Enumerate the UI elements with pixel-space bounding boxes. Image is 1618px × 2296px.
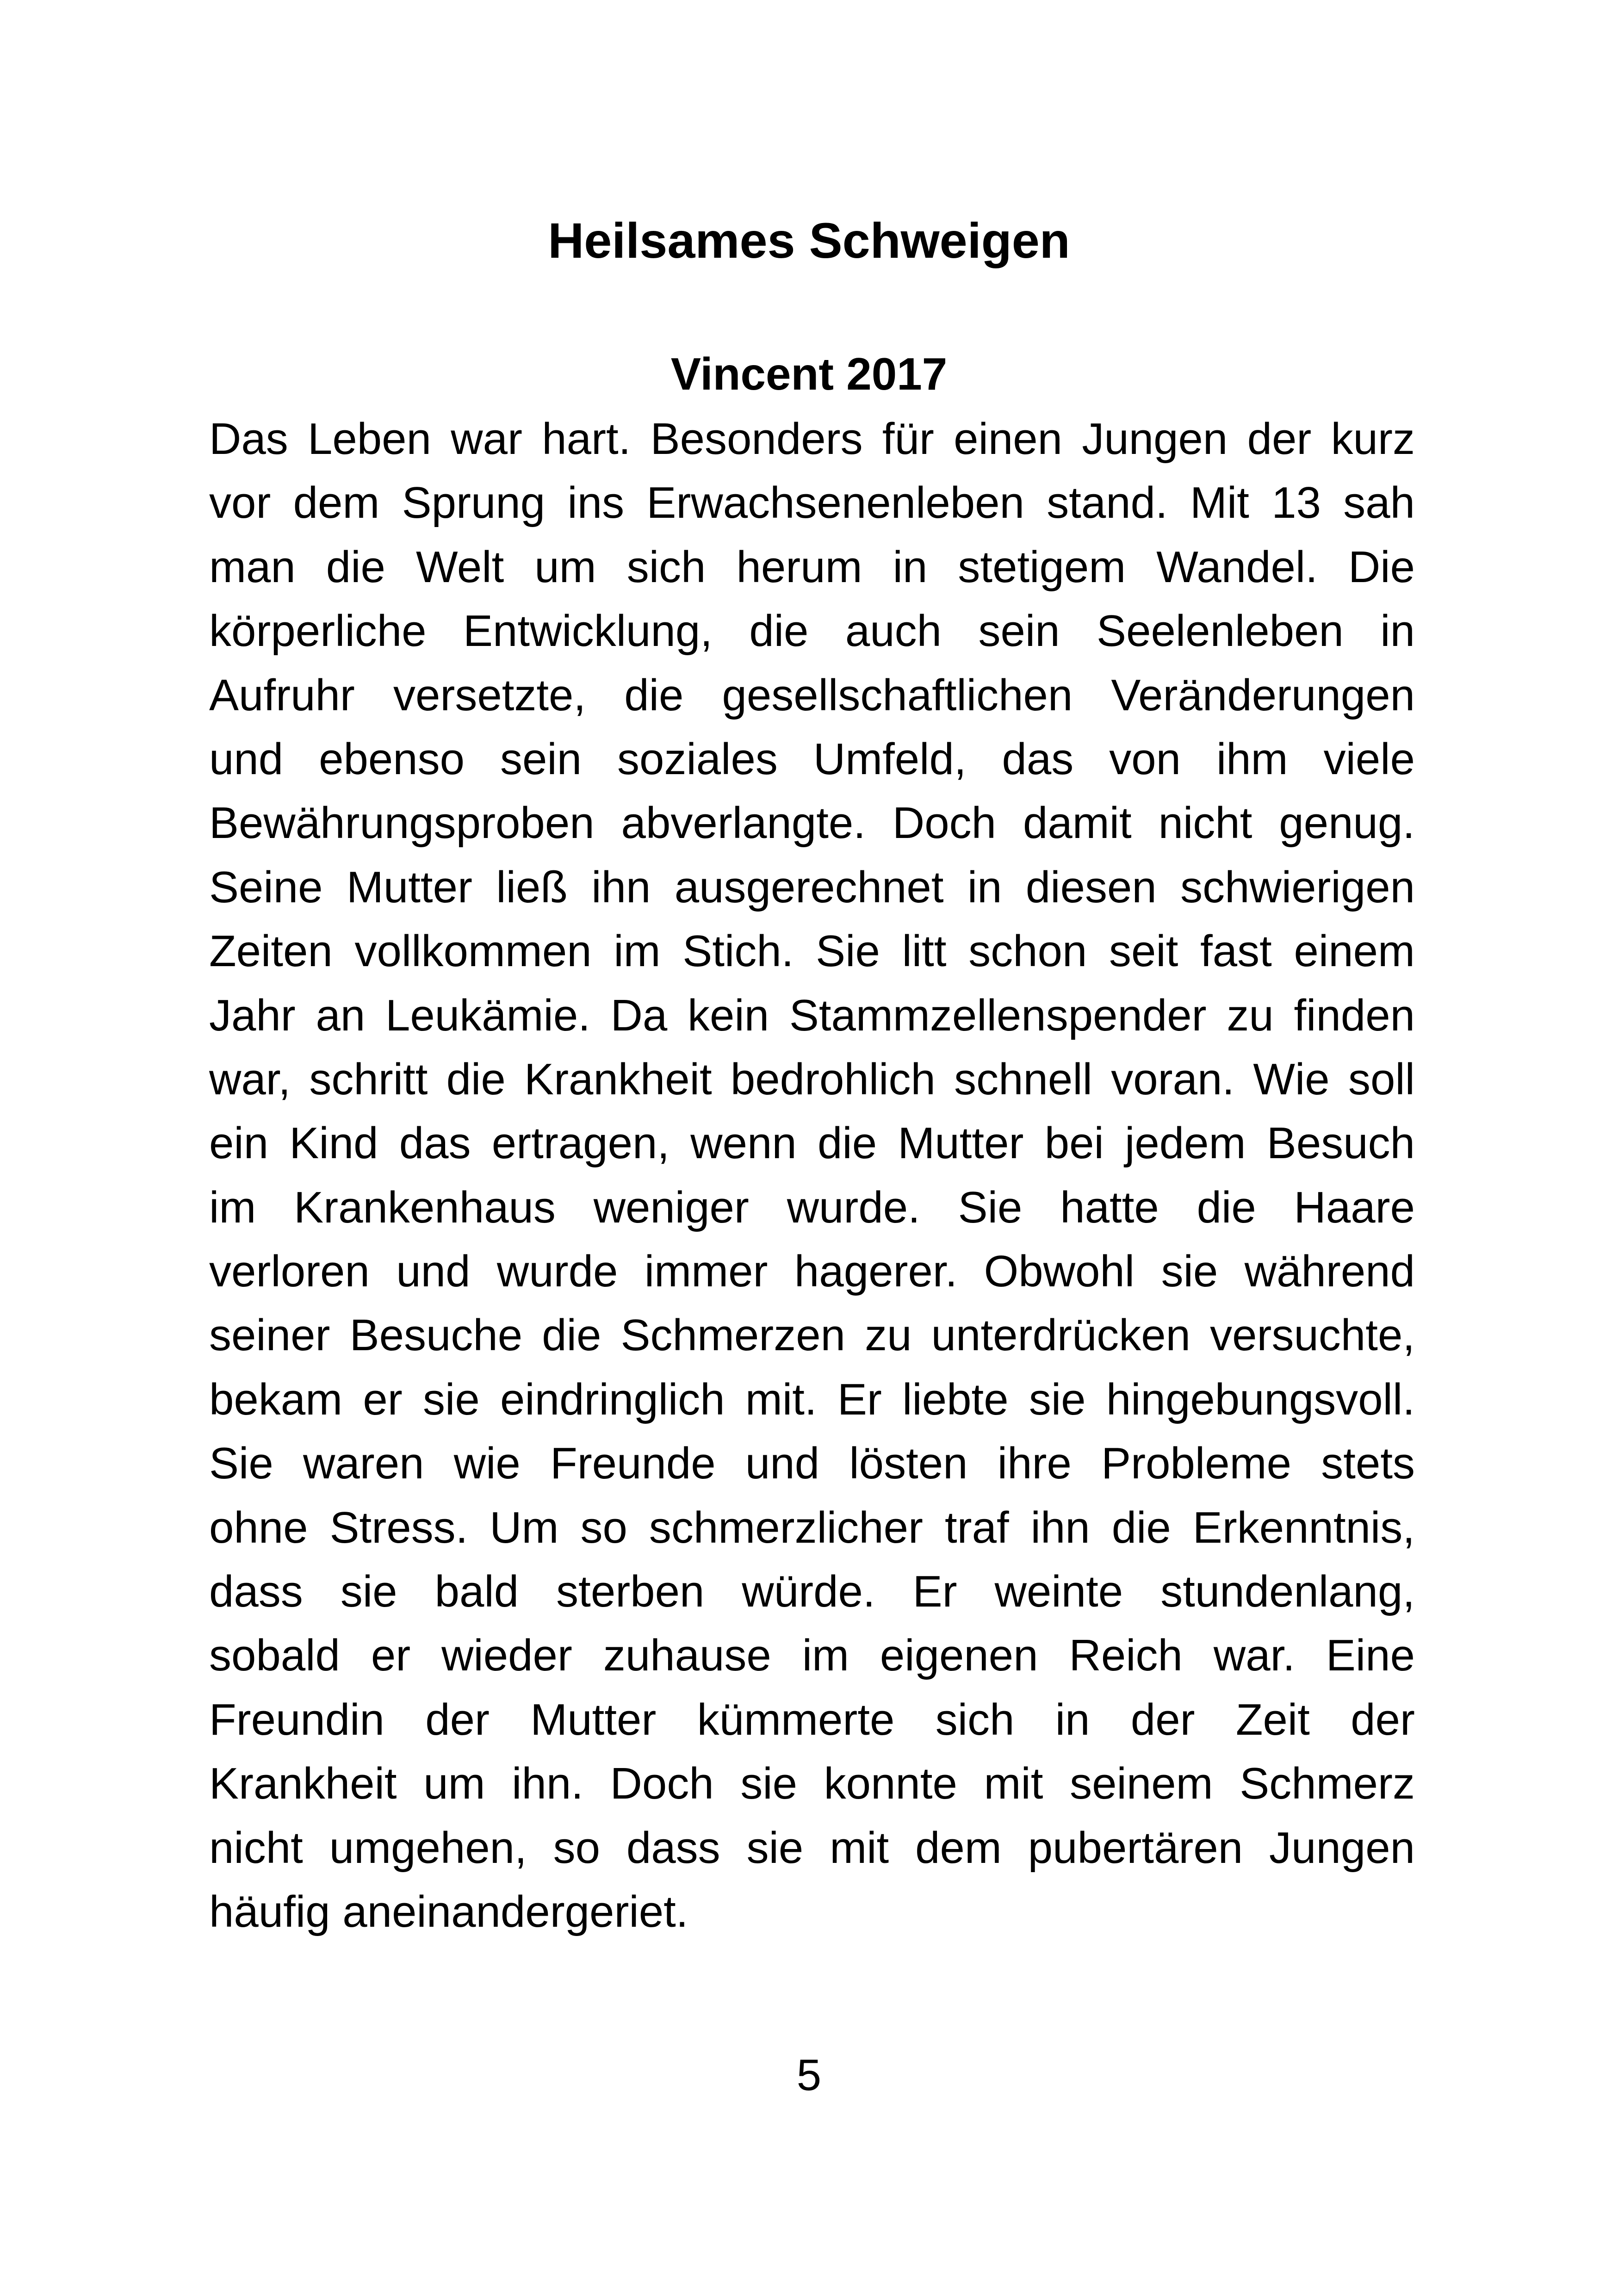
page-number: 5 bbox=[796, 2050, 822, 2100]
text-line: Seine Mutter ließ ihn ausgerechnet in diesen schwierigen bbox=[209, 862, 1415, 912]
text-line: Freundin der Mutter kümmerte sich in der Zeit der bbox=[209, 1694, 1415, 1744]
text-line: dass sie bald sterben würde. Er weinte stundenlang, bbox=[209, 1567, 1415, 1617]
text-line: verloren und wurde immer hagerer. Obwohl sie während bbox=[209, 1247, 1415, 1297]
body-paragraph bbox=[209, 407, 1415, 1944]
text-line: bekam er sie eindringlich mit. Er liebte sie hingebungsvoll. bbox=[209, 1374, 1415, 1424]
page-title: Heilsames Schweigen bbox=[548, 212, 1070, 268]
text-line: ein Kind das ertragen, wenn die Mutter bei jedem Besuch bbox=[209, 1118, 1415, 1168]
text-line: häufig aneinandergeriet. bbox=[209, 1886, 688, 1936]
text-line: Jahr an Leukämie. Da kein Stammzellenspender zu finden bbox=[209, 990, 1415, 1040]
text-line: Das Leben war hart. Besonders für einen Jungen der kurz bbox=[209, 414, 1415, 464]
text-line: Aufruhr versetzte, die gesellschaftlichen Veränderungen bbox=[209, 670, 1415, 720]
text-line: nicht umgehen, so dass sie mit dem pubertären Jungen bbox=[209, 1823, 1415, 1873]
text-line: Sie waren wie Freunde und lösten ihre Probleme stets bbox=[209, 1439, 1415, 1489]
text-line: seiner Besuche die Schmerzen zu unterdrücken versuchte, bbox=[209, 1310, 1415, 1360]
text-line: Krankheit um ihn. Doch sie konnte mit seinem Schmerz bbox=[209, 1759, 1415, 1809]
text-line: war, schritt die Krankheit bedrohlich schnell voran. Wie soll bbox=[209, 1054, 1415, 1104]
text-line: Bewährungsproben abverlangte. Doch damit nicht genug. bbox=[209, 798, 1415, 848]
text-line: im Krankenhaus weniger wurde. Sie hatte die Haare bbox=[209, 1182, 1415, 1232]
text-line: man die Welt um sich herum in stetigem Wandel. Die bbox=[209, 542, 1415, 592]
text-line: körperliche Entwicklung, die auch sein Seelenleben in bbox=[209, 606, 1415, 656]
chapter-heading: Vincent 2017 bbox=[670, 348, 948, 399]
text-line: Zeiten vollkommen im Stich. Sie litt schon seit fast einem bbox=[209, 926, 1415, 976]
text-line: und ebenso sein soziales Umfeld, das von ihm viele bbox=[209, 734, 1415, 784]
text-line: vor dem Sprung ins Erwachsenenleben stand. Mit 13 sah bbox=[209, 478, 1415, 528]
text-line: sobald er wieder zuhause im eigenen Reich war. Eine bbox=[209, 1631, 1415, 1681]
text-line: ohne Stress. Um so schmerzlicher traf ihn die Erkenntnis, bbox=[209, 1502, 1415, 1552]
